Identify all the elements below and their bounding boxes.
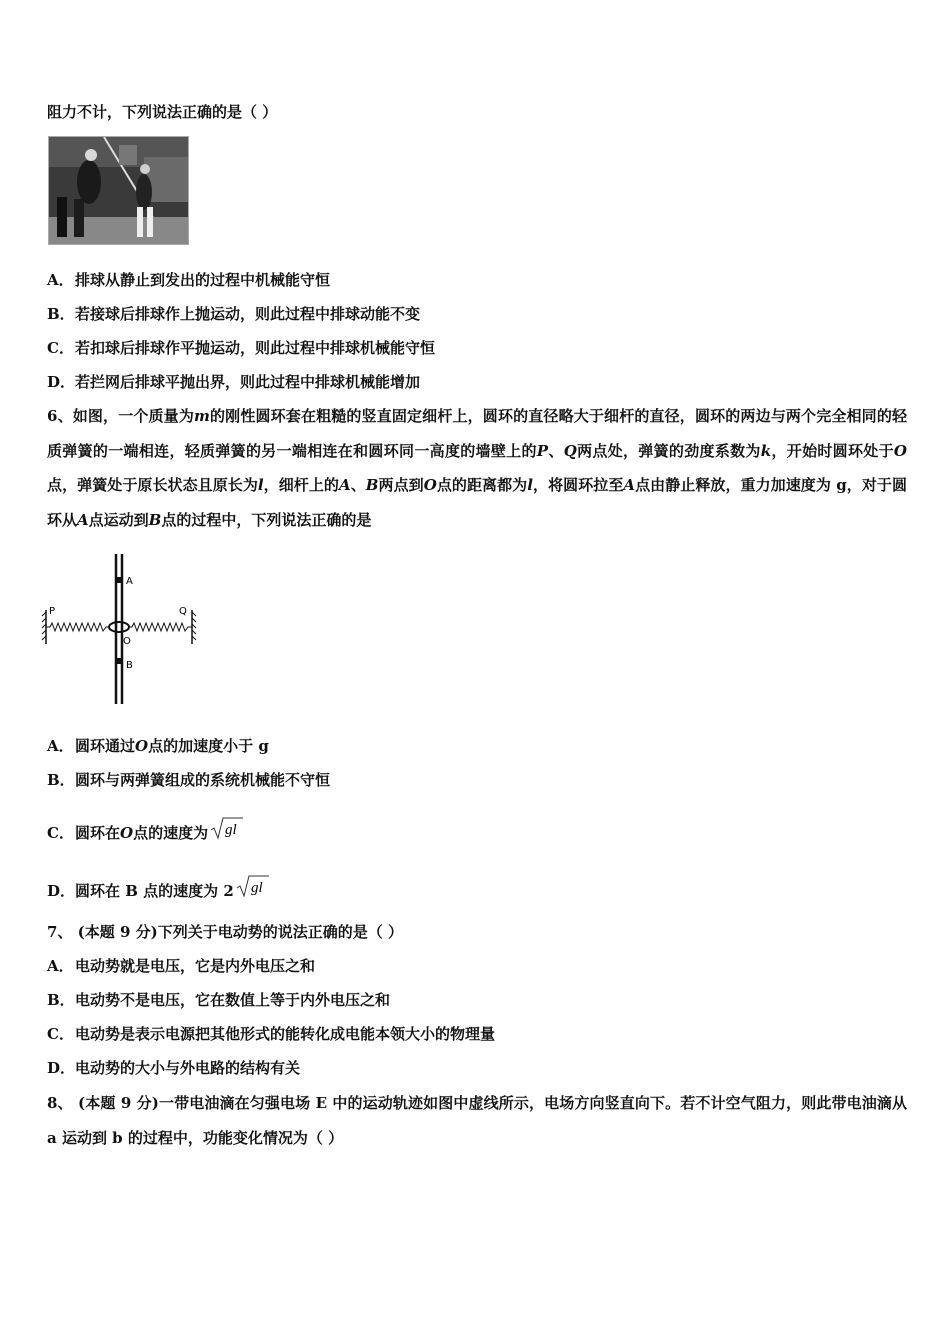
label-b: B (126, 660, 133, 671)
q6-stem: 6、如图，一个质量为m的刚性圆环套在粗糙的竖直固定细杆上，圆环的直径略大于细杆的直径，圆环的两边与两个完全相同的轻质弹簧的一端相连，轻质弹簧的另一端相连在和圆环同一高度的墙壁上的P、Q两点处，弹簧的劲度系数为k，开始时圆环处于O点，弹簧处于原长状态且原长为l，细杆上的A、B两点到O点的距离都为l，将圆环拉至A点由静止释放，重力加速度为 g，对于圆环从A点运动到B点的过程中，下列说法正确的是 (47, 407, 907, 529)
q7-option-c: C．电动势是表示电源把其他形式的能转化成电能本领大小的物理量 (47, 1025, 496, 1043)
q6-option-a: A．圆环通过O点的加速度小于 g (47, 737, 269, 755)
ring (109, 622, 129, 632)
sqrt-gl-c (210, 816, 244, 840)
right-spring (128, 623, 192, 631)
q7-option-d: D．电动势的大小与外电路的结构有关 (47, 1059, 301, 1077)
q8-stem: 8、 (本题 9 分)一带电油滴在匀强电场 E 中的运动轨迹如图中虚线所示，电场方向竖直向下。若不计空气阻力，则此带电油滴从 a 运动到 b 的过程中，功能变化情况为（ ） (47, 1094, 907, 1147)
svg-text:gl: gl (225, 822, 237, 838)
q7-stem: 7、 (本题 9 分)下列关于电动势的说法正确的是（ ） (47, 923, 403, 941)
spring-ring-diagram (40, 552, 210, 707)
q5-stem-tail: 阻力不计，下列说法正确的是（ ） (47, 103, 278, 121)
label-o: O (123, 636, 131, 647)
label-p: P (49, 606, 56, 617)
q5-option-c: C．若扣球后排球作平抛运动，则此过程中排球机械能守恒 (47, 339, 436, 357)
q5-option-d: D．若拦网后排球平抛出界，则此过程中排球机械能增加 (47, 373, 421, 391)
left-spring (46, 623, 110, 631)
point-b-marker (116, 658, 122, 664)
volleyball-photo (48, 136, 189, 245)
q6-option-c: C．圆环在O点的速度为 gl (47, 816, 244, 843)
volleyball-photo-graphic (49, 137, 188, 244)
point-a-marker (116, 577, 122, 583)
q6-option-b: B．圆环与两弹簧组成的系统机械能不守恒 (47, 771, 331, 789)
label-q: Q (179, 606, 187, 617)
svg-text:gl: gl (250, 880, 263, 896)
label-a: A (126, 576, 133, 587)
q7-option-a: A．电动势就是电压，它是内外电压之和 (47, 957, 316, 975)
q6-option-d: D．圆环在 B 点的速度为 2 gl (47, 874, 270, 901)
sqrt-gl-d (236, 874, 270, 898)
q5-option-a: A．排球从静止到发出的过程中机械能守恒 (47, 271, 331, 289)
q7-option-b: B．电动势不是电压，它在数值上等于内外电压之和 (47, 991, 391, 1009)
q5-option-b: B．若接球后排球作上抛运动，则此过程中排球动能不变 (47, 305, 421, 323)
